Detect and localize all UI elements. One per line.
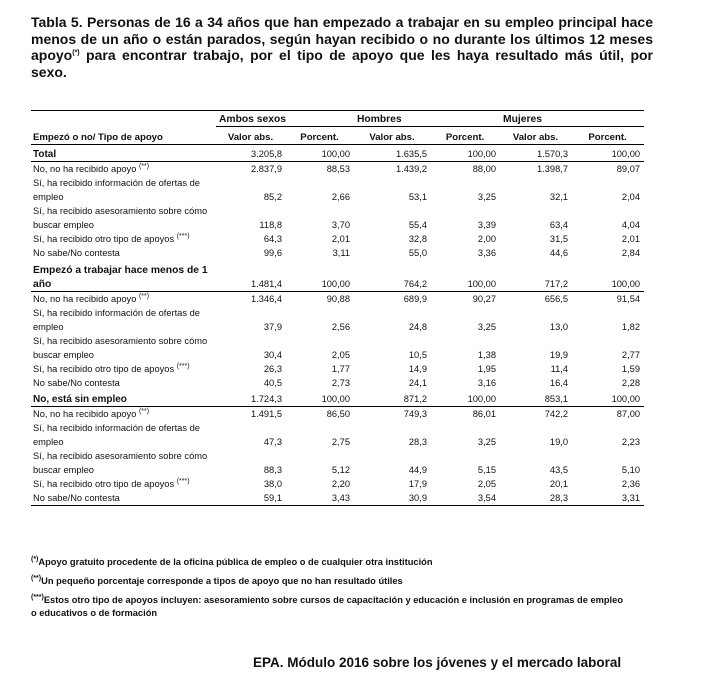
footnote-mark: (***) <box>176 477 190 485</box>
table-cell: 90,88 <box>326 294 350 304</box>
table-cell: 100,00 <box>572 145 644 162</box>
table-cell: 1.635,5 <box>354 145 431 162</box>
col-header: Porcent. <box>431 127 500 145</box>
table-cell: 99,6 <box>263 248 282 258</box>
footnote-mark: (**) <box>138 292 150 300</box>
table-row <box>31 362 644 376</box>
table-cell: 55,4 <box>408 220 427 230</box>
table-row <box>31 176 644 204</box>
table-cell: 2,75 <box>331 437 350 447</box>
table-cell: 1.398,7 <box>536 164 569 174</box>
table-row <box>31 334 644 362</box>
col-header: Valor abs. <box>500 127 572 145</box>
table-cell: 88,53 <box>326 164 350 174</box>
footnote-mark: (**) <box>138 407 150 415</box>
table-cell: 43,5 <box>549 465 569 475</box>
row-label-text: Sí, ha recibido información de ofertas de empleo <box>33 178 200 202</box>
footnote-text: Un pequeño porcentaje corresponde a tipos de apoyo que no han resultado útiles <box>41 576 403 586</box>
table-cell: 20,1 <box>549 479 569 489</box>
footnote-text: Apoyo gratuito procedente de la oficina pública de empleo o de cualquier otra institución <box>38 557 433 567</box>
table-row <box>31 491 644 506</box>
table-row <box>31 477 644 491</box>
row-label-text: No, no ha recibido apoyo <box>33 409 137 419</box>
table-cell: 40,5 <box>263 378 282 388</box>
table-cell: 2,77 <box>621 350 641 360</box>
table-row <box>31 232 644 246</box>
table-cell: 749,3 <box>403 409 427 419</box>
table-cell: 2,28 <box>621 378 641 388</box>
table-cell: 11,4 <box>550 364 569 374</box>
table-cell: 24,8 <box>408 322 427 332</box>
table-cell: 31,5 <box>549 234 569 244</box>
table-cell: 3,16 <box>477 378 497 388</box>
table-cell: 2,23 <box>621 437 641 447</box>
section-total-row <box>31 390 644 407</box>
table-cell: 26,3 <box>263 364 282 374</box>
table-cell: 1,38 <box>477 350 497 360</box>
row-label <box>31 362 216 376</box>
table-cell: 63,4 <box>549 220 569 230</box>
table-cell: 38,0 <box>263 479 282 489</box>
table-cell: 1.491,5 <box>250 409 282 419</box>
group-header-row <box>31 111 644 127</box>
col-header: Porcent. <box>286 127 354 145</box>
footnote-mark: (***) <box>31 593 44 601</box>
row-label <box>31 449 216 477</box>
row-label-text: No sabe/No contesta <box>33 248 120 258</box>
table-cell: 85,2 <box>263 192 282 202</box>
row-label-text: Sí, ha recibido otro tipo de apoyos <box>33 479 175 489</box>
table-cell: 2,73 <box>331 378 350 388</box>
table-cell: 1.346,4 <box>250 294 282 304</box>
row-label <box>31 407 216 422</box>
row-label-text: Sí, ha recibido información de ofertas de empleo <box>33 308 200 332</box>
table-row <box>31 306 644 334</box>
group-ambos-sexos: Ambos sexos <box>216 111 354 127</box>
section-label: Total <box>31 145 216 162</box>
table-row <box>31 246 644 260</box>
table-cell: 2,05 <box>331 350 350 360</box>
row-label-text: Sí, ha recibido asesoramiento sobre cómo buscar empleo <box>33 451 208 475</box>
row-label <box>31 306 216 334</box>
footnote-mark: (**) <box>138 162 150 170</box>
table-cell: 90,27 <box>472 294 497 304</box>
table-cell: 3,54 <box>431 491 500 506</box>
row-label-text: Sí, ha recibido información de ofertas de empleo <box>33 423 200 447</box>
table-cell: 2,84 <box>621 248 641 258</box>
table-cell: 3,39 <box>477 220 497 230</box>
row-label-text: No, no ha recibido apoyo <box>33 294 137 304</box>
table-cell: 28,3 <box>500 491 572 506</box>
title-text-2: para encontrar trabajo, por el tipo de apoyo que les haya resultado más útil, por sexo. <box>31 47 653 80</box>
table-cell: 689,9 <box>403 294 427 304</box>
table-row <box>31 162 644 177</box>
table-cell: 853,1 <box>500 390 572 407</box>
table-cell: 55,0 <box>408 248 427 258</box>
table-cell: 2,00 <box>477 234 497 244</box>
table-cell: 1,77 <box>331 364 350 374</box>
table-cell: 2,01 <box>331 234 350 244</box>
title-text-1: Tabla 5. Personas de 16 a 34 años que han empezado a trabajar en su empleo principal hace menos de un año o están parados, según hayan recibido o no durante los últimos 12 meses apoyo <box>31 14 653 63</box>
row-label-text: No sabe/No contesta <box>33 493 120 503</box>
row-label <box>31 477 216 491</box>
table-cell: 2,66 <box>331 192 350 202</box>
table-cell: 3,25 <box>477 192 497 202</box>
table-cell: 5,10 <box>621 465 641 475</box>
table-cell: 44,6 <box>549 248 569 258</box>
table-cell: 2,20 <box>331 479 350 489</box>
table-cell: 100,00 <box>572 260 644 292</box>
table-row <box>31 407 644 422</box>
table-cell: 3,43 <box>286 491 354 506</box>
table-cell: 3,25 <box>477 322 497 332</box>
column-header-row <box>31 127 644 145</box>
row-label <box>31 421 216 449</box>
row-label-text: Sí, ha recibido asesoramiento sobre cómo buscar empleo <box>33 206 208 230</box>
table-cell: 118,8 <box>259 220 282 230</box>
table-cell: 1,95 <box>477 364 497 374</box>
group-hombres: Hombres <box>354 111 500 127</box>
section-total-row <box>31 260 644 292</box>
col-header: Porcent. <box>572 127 644 145</box>
table-row <box>31 292 644 307</box>
group-mujeres: Mujeres <box>500 111 644 127</box>
row-label <box>31 162 216 177</box>
table-cell: 64,3 <box>263 234 282 244</box>
row-label <box>31 232 216 246</box>
table-cell: 764,2 <box>354 260 431 292</box>
footnote-text: Estos otro tipo de apoyos incluyen: asesoramiento sobre cursos de capacitación y educación e inclusión en programas de empleo o educativos o de formación <box>31 595 623 618</box>
table-cell: 742,2 <box>544 409 569 419</box>
footnote <box>31 594 631 620</box>
row-label <box>31 376 216 390</box>
title-footnote-mark: (*) <box>72 49 80 57</box>
col-header: Valor abs. <box>216 127 286 145</box>
section-total-row <box>31 145 644 162</box>
table-cell: 37,9 <box>263 322 282 332</box>
table-cell: 1,82 <box>621 322 641 332</box>
table-cell: 100,00 <box>431 260 500 292</box>
table-cell: 89,07 <box>616 164 641 174</box>
table-cell: 32,8 <box>408 234 427 244</box>
table-cell: 2,01 <box>621 234 641 244</box>
table-cell: 100,00 <box>572 390 644 407</box>
row-label <box>31 246 216 260</box>
table-cell: 86,50 <box>326 409 350 419</box>
table-cell: 1.724,3 <box>216 390 286 407</box>
table-cell: 53,1 <box>408 192 427 202</box>
table-cell: 91,54 <box>616 294 641 304</box>
row-label-text: No, no ha recibido apoyo <box>33 164 137 174</box>
table-cell: 30,4 <box>263 350 282 360</box>
table-row <box>31 376 644 390</box>
table-cell: 86,01 <box>472 409 497 419</box>
table-cell: 2,05 <box>477 479 497 489</box>
table-cell: 14,9 <box>408 364 427 374</box>
table-cell: 100,00 <box>286 260 354 292</box>
table-cell: 2,04 <box>621 192 641 202</box>
footnote-mark: (**) <box>31 574 42 582</box>
footnote <box>31 556 631 569</box>
table-cell: 717,2 <box>500 260 572 292</box>
row-label <box>31 176 216 204</box>
table-cell: 19,0 <box>549 437 569 447</box>
footnotes <box>31 556 631 626</box>
table-cell: 2,56 <box>331 322 350 332</box>
table-cell: 28,3 <box>408 437 427 447</box>
table-cell: 100,00 <box>431 145 500 162</box>
footnote-mark: (***) <box>176 362 190 370</box>
source-footer: EPA. Módulo 2016 sobre los jóvenes y el mercado laboral <box>253 655 622 670</box>
table-cell: 19,9 <box>549 350 569 360</box>
table-cell: 87,00 <box>616 409 641 419</box>
table-cell: 3,70 <box>331 220 350 230</box>
table-cell: 1,59 <box>621 364 641 374</box>
row-label-text: Sí, ha recibido otro tipo de apoyos <box>33 364 175 374</box>
table-cell: 30,9 <box>354 491 431 506</box>
table-row <box>31 449 644 477</box>
footnote-mark: (*) <box>31 555 39 563</box>
table-cell: 3,36 <box>477 248 497 258</box>
table-cell: 44,9 <box>408 465 427 475</box>
table-cell: 3,11 <box>332 248 350 258</box>
table-cell: 88,3 <box>263 465 282 475</box>
table-title <box>31 14 653 80</box>
table-cell: 3.205,8 <box>216 145 286 162</box>
table-cell: 3,31 <box>572 491 644 506</box>
table-cell: 4,04 <box>621 220 641 230</box>
table-cell: 871,2 <box>354 390 431 407</box>
row-label-header: Empezó o no/ Tipo de apoyo <box>31 127 216 145</box>
row-label-text: Sí, ha recibido otro tipo de apoyos <box>33 234 175 244</box>
table-cell: 2,36 <box>621 479 641 489</box>
table-cell: 24,1 <box>408 378 427 388</box>
footnote-mark: (***) <box>176 232 190 240</box>
table-cell: 100,00 <box>431 390 500 407</box>
table-cell: 88,00 <box>472 164 497 174</box>
table-cell: 656,5 <box>544 294 569 304</box>
section-label: No, está sin empleo <box>31 390 216 407</box>
row-label-text: Sí, ha recibido asesoramiento sobre cómo buscar empleo <box>33 336 208 360</box>
row-label <box>31 292 216 307</box>
table-cell: 1.570,3 <box>500 145 572 162</box>
table-cell: 5,12 <box>331 465 350 475</box>
table-cell: 3,25 <box>477 437 497 447</box>
section-label: Empezó a trabajar hace menos de 1 año <box>31 260 216 292</box>
table-cell: 5,15 <box>477 465 497 475</box>
data-table <box>31 110 644 506</box>
table-cell: 17,9 <box>408 479 427 489</box>
table-cell: 1.481,4 <box>216 260 286 292</box>
footnote <box>31 575 631 588</box>
row-label <box>31 334 216 362</box>
table-cell: 13,0 <box>549 322 569 332</box>
row-label-text: No sabe/No contesta <box>33 378 120 388</box>
table-cell: 100,00 <box>286 145 354 162</box>
table-cell: 32,1 <box>549 192 569 202</box>
table-cell: 59,1 <box>216 491 286 506</box>
col-header: Valor abs. <box>354 127 431 145</box>
row-label <box>31 204 216 232</box>
table-cell: 16,4 <box>549 378 569 388</box>
row-label <box>31 491 216 506</box>
table-cell: 10,5 <box>408 350 427 360</box>
table-cell: 1.439,2 <box>395 164 427 174</box>
table-row <box>31 421 644 449</box>
table-cell: 47,3 <box>263 437 282 447</box>
table-row <box>31 204 644 232</box>
table-cell: 100,00 <box>286 390 354 407</box>
table-cell: 2.837,9 <box>250 164 282 174</box>
